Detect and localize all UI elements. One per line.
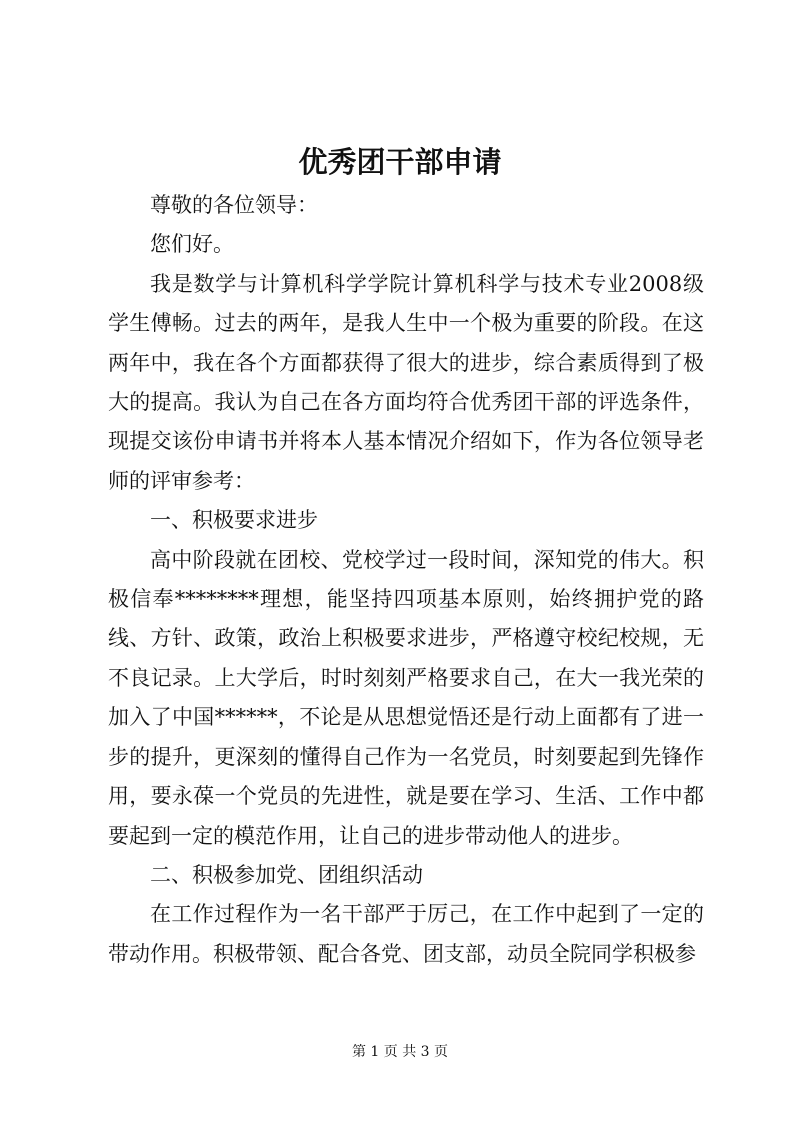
section-heading-2: 二、积极参加党、团组织活动 xyxy=(150,862,423,887)
intro-paragraph: 我是数学与计算机科学学院计算机科学与技术专业2008级学生傅畅。过去的两年，是我人生中一个极为重要的阶段。在这两年中，我在各个方面都获得了很大的进步，综合素质得到了极大的提高。我认为自己在各方面均符合优秀团干部的评选条件，现提交该份申请书并将本人基本情况介绍如下，作为各位领导老师的评审参考： xyxy=(108,271,704,493)
document-body xyxy=(108,186,704,974)
salutation: 尊敬的各位领导： xyxy=(150,193,318,217)
section-2-paragraph: 在工作过程作为一名干部严于厉己，在工作中起到了一定的带动作用。积极带领、配合各党、团支部，动员全院同学积极参 xyxy=(108,902,704,966)
page-footer: 第 1 页 共 3 页 xyxy=(351,1044,449,1060)
section-heading-1: 一、积极要求进步 xyxy=(150,508,318,533)
document-title: 优秀团干部申请 xyxy=(298,145,502,179)
section-1-paragraph: 高中阶段就在团校、党校学过一段时间，深知党的伟大。积极信奉********理想，能坚持四项基本原则，始终拥护党的路线、方针、政策，政治上积极要求进步，严格遵守校纪校规，无不良记录。上大学后，时时刻刻严格要求自己，在大一我光荣的加入了中国******，不论是从思想觉悟还是行动上面都有了进一步的提升，更深刻的懂得自己作为一名党员，时刻要起到先锋作用，要永葆一个党员的先进性，就是要在学习、生活、工作中都要起到一定的模范作用，让自己的进步带动他人的进步。 xyxy=(108,547,704,848)
greeting: 您们好。 xyxy=(150,232,234,257)
